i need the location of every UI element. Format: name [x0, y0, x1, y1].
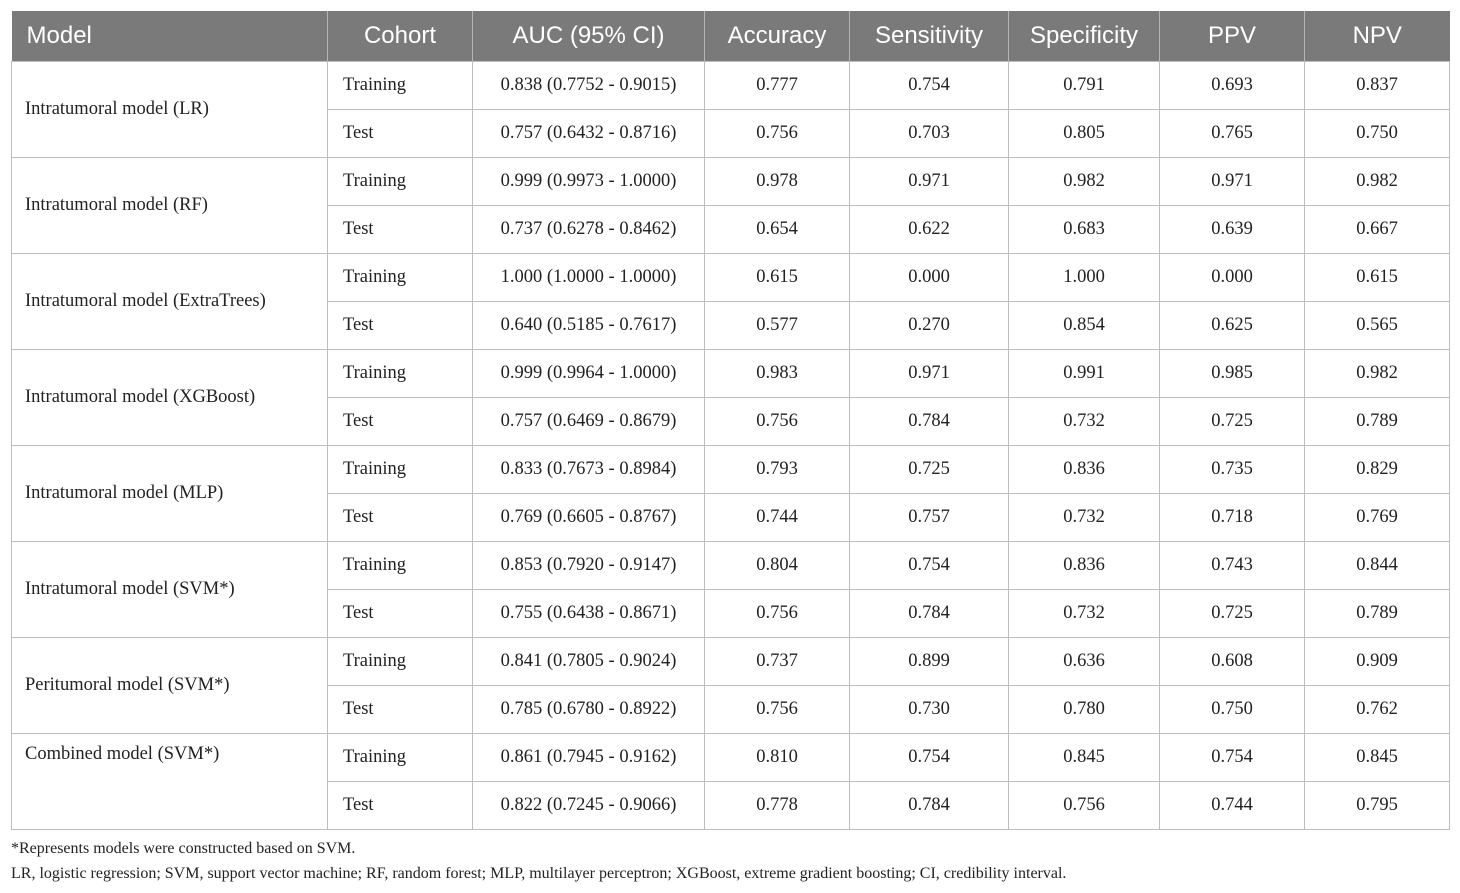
cohort-cell: Test	[328, 205, 473, 253]
specificity-cell: 0.854	[1009, 301, 1160, 349]
ppv-cell: 0.744	[1160, 781, 1305, 829]
ppv-cell: 0.985	[1160, 349, 1305, 397]
auc-cell: 0.785 (0.6780 - 0.8922)	[473, 685, 705, 733]
model-name-cell: Combined model (SVM*)	[12, 733, 328, 829]
specificity-cell: 0.845	[1009, 733, 1160, 781]
cohort-cell: Training	[328, 61, 473, 109]
sensitivity-cell: 0.899	[850, 637, 1009, 685]
auc-cell: 0.737 (0.6278 - 0.8462)	[473, 205, 705, 253]
svm-footnote: *Represents models were constructed based on SVM.	[11, 840, 356, 857]
auc-cell: 0.861 (0.7945 - 0.9162)	[473, 733, 705, 781]
accuracy-cell: 0.983	[705, 349, 850, 397]
column-header-ppv: PPV	[1160, 11, 1305, 61]
ppv-cell: 0.000	[1160, 253, 1305, 301]
header-row	[12, 11, 1450, 61]
auc-cell: 0.833 (0.7673 - 0.8984)	[473, 445, 705, 493]
npv-cell: 0.667	[1305, 205, 1450, 253]
column-header-auc: AUC (95% CI)	[473, 11, 705, 61]
model-name-cell: Intratumoral model (MLP)	[12, 445, 328, 541]
specificity-cell: 0.791	[1009, 61, 1160, 109]
table-row	[12, 253, 1450, 301]
npv-cell: 0.789	[1305, 589, 1450, 637]
specificity-cell: 0.991	[1009, 349, 1160, 397]
npv-cell: 0.837	[1305, 61, 1450, 109]
accuracy-cell: 0.654	[705, 205, 850, 253]
sensitivity-cell: 0.730	[850, 685, 1009, 733]
accuracy-cell: 0.744	[705, 493, 850, 541]
accuracy-cell: 0.756	[705, 397, 850, 445]
table-row	[12, 445, 1450, 493]
specificity-cell: 0.732	[1009, 493, 1160, 541]
sensitivity-cell: 0.000	[850, 253, 1009, 301]
ppv-cell: 0.971	[1160, 157, 1305, 205]
auc-cell: 0.838 (0.7752 - 0.9015)	[473, 61, 705, 109]
accuracy-cell: 0.978	[705, 157, 850, 205]
npv-cell: 0.982	[1305, 157, 1450, 205]
footnotes	[11, 836, 1066, 886]
auc-cell: 0.757 (0.6432 - 0.8716)	[473, 109, 705, 157]
auc-cell: 0.822 (0.7245 - 0.9066)	[473, 781, 705, 829]
cohort-cell: Training	[328, 157, 473, 205]
ppv-cell: 0.693	[1160, 61, 1305, 109]
model-name-cell: Intratumoral model (ExtraTrees)	[12, 253, 328, 349]
cohort-cell: Test	[328, 109, 473, 157]
specificity-cell: 1.000	[1009, 253, 1160, 301]
sensitivity-cell: 0.784	[850, 589, 1009, 637]
npv-cell: 0.789	[1305, 397, 1450, 445]
npv-cell: 0.565	[1305, 301, 1450, 349]
sensitivity-cell: 0.754	[850, 61, 1009, 109]
model-name-cell: Intratumoral model (XGBoost)	[12, 349, 328, 445]
ppv-cell: 0.754	[1160, 733, 1305, 781]
ppv-cell: 0.625	[1160, 301, 1305, 349]
specificity-cell: 0.756	[1009, 781, 1160, 829]
ppv-cell: 0.743	[1160, 541, 1305, 589]
sensitivity-cell: 0.270	[850, 301, 1009, 349]
cohort-cell: Training	[328, 349, 473, 397]
results-table	[11, 11, 1450, 830]
sensitivity-cell: 0.725	[850, 445, 1009, 493]
model-name-cell: Intratumoral model (LR)	[12, 61, 328, 157]
sensitivity-cell: 0.971	[850, 349, 1009, 397]
auc-cell: 0.640 (0.5185 - 0.7617)	[473, 301, 705, 349]
npv-cell: 0.615	[1305, 253, 1450, 301]
ppv-cell: 0.725	[1160, 397, 1305, 445]
sensitivity-cell: 0.622	[850, 205, 1009, 253]
table-row	[12, 637, 1450, 685]
specificity-cell: 0.636	[1009, 637, 1160, 685]
cohort-cell: Training	[328, 253, 473, 301]
npv-cell: 0.844	[1305, 541, 1450, 589]
cohort-cell: Training	[328, 445, 473, 493]
sensitivity-cell: 0.784	[850, 397, 1009, 445]
cohort-cell: Test	[328, 493, 473, 541]
model-name-cell: Intratumoral model (SVM*)	[12, 541, 328, 637]
cohort-cell: Test	[328, 301, 473, 349]
table-row	[12, 733, 1450, 781]
ppv-cell: 0.750	[1160, 685, 1305, 733]
table-row	[12, 541, 1450, 589]
auc-cell: 0.999 (0.9973 - 1.0000)	[473, 157, 705, 205]
ppv-cell: 0.765	[1160, 109, 1305, 157]
auc-cell: 0.757 (0.6469 - 0.8679)	[473, 397, 705, 445]
auc-cell: 0.841 (0.7805 - 0.9024)	[473, 637, 705, 685]
accuracy-cell: 0.756	[705, 589, 850, 637]
accuracy-cell: 0.615	[705, 253, 850, 301]
sensitivity-cell: 0.971	[850, 157, 1009, 205]
auc-cell: 0.755 (0.6438 - 0.8671)	[473, 589, 705, 637]
accuracy-cell: 0.804	[705, 541, 850, 589]
column-header-model: Model	[12, 11, 328, 61]
column-header-npv: NPV	[1305, 11, 1450, 61]
ppv-cell: 0.608	[1160, 637, 1305, 685]
cohort-cell: Test	[328, 685, 473, 733]
specificity-cell: 0.780	[1009, 685, 1160, 733]
model-name-cell: Intratumoral model (RF)	[12, 157, 328, 253]
accuracy-cell: 0.756	[705, 685, 850, 733]
npv-cell: 0.750	[1305, 109, 1450, 157]
cohort-cell: Test	[328, 589, 473, 637]
specificity-cell: 0.683	[1009, 205, 1160, 253]
npv-cell: 0.909	[1305, 637, 1450, 685]
ppv-cell: 0.718	[1160, 493, 1305, 541]
cohort-cell: Training	[328, 733, 473, 781]
specificity-cell: 0.732	[1009, 589, 1160, 637]
accuracy-cell: 0.777	[705, 61, 850, 109]
npv-cell: 0.829	[1305, 445, 1450, 493]
cohort-cell: Training	[328, 637, 473, 685]
specificity-cell: 0.982	[1009, 157, 1160, 205]
npv-cell: 0.769	[1305, 493, 1450, 541]
cohort-cell: Training	[328, 541, 473, 589]
sensitivity-cell: 0.757	[850, 493, 1009, 541]
column-header-specificity: Specificity	[1009, 11, 1160, 61]
accuracy-cell: 0.737	[705, 637, 850, 685]
accuracy-cell: 0.778	[705, 781, 850, 829]
accuracy-cell: 0.577	[705, 301, 850, 349]
sensitivity-cell: 0.754	[850, 733, 1009, 781]
ppv-cell: 0.725	[1160, 589, 1305, 637]
cohort-cell: Test	[328, 397, 473, 445]
npv-cell: 0.845	[1305, 733, 1450, 781]
npv-cell: 0.795	[1305, 781, 1450, 829]
auc-cell: 0.853 (0.7920 - 0.9147)	[473, 541, 705, 589]
ppv-cell: 0.639	[1160, 205, 1305, 253]
model-name-cell: Peritumoral model (SVM*)	[12, 637, 328, 733]
column-header-sensitivity: Sensitivity	[850, 11, 1009, 61]
auc-cell: 1.000 (1.0000 - 1.0000)	[473, 253, 705, 301]
column-header-cohort: Cohort	[328, 11, 473, 61]
specificity-cell: 0.836	[1009, 445, 1160, 493]
sensitivity-cell: 0.784	[850, 781, 1009, 829]
specificity-cell: 0.732	[1009, 397, 1160, 445]
npv-cell: 0.762	[1305, 685, 1450, 733]
abbreviations-footnote: LR, logistic regression; SVM, support vector machine; RF, random forest; MLP, multilayer perceptron; XGBoost, extreme gradient boosting; CI, credibility interval.	[11, 865, 1067, 882]
specificity-cell: 0.836	[1009, 541, 1160, 589]
accuracy-cell: 0.810	[705, 733, 850, 781]
table-body	[12, 61, 1450, 829]
sensitivity-cell: 0.754	[850, 541, 1009, 589]
auc-cell: 0.999 (0.9964 - 1.0000)	[473, 349, 705, 397]
accuracy-cell: 0.793	[705, 445, 850, 493]
accuracy-cell: 0.756	[705, 109, 850, 157]
specificity-cell: 0.805	[1009, 109, 1160, 157]
npv-cell: 0.982	[1305, 349, 1450, 397]
ppv-cell: 0.735	[1160, 445, 1305, 493]
table-row	[12, 157, 1450, 205]
column-header-accuracy: Accuracy	[705, 11, 850, 61]
table-row	[12, 61, 1450, 109]
auc-cell: 0.769 (0.6605 - 0.8767)	[473, 493, 705, 541]
cohort-cell: Test	[328, 781, 473, 829]
sensitivity-cell: 0.703	[850, 109, 1009, 157]
table-row	[12, 349, 1450, 397]
